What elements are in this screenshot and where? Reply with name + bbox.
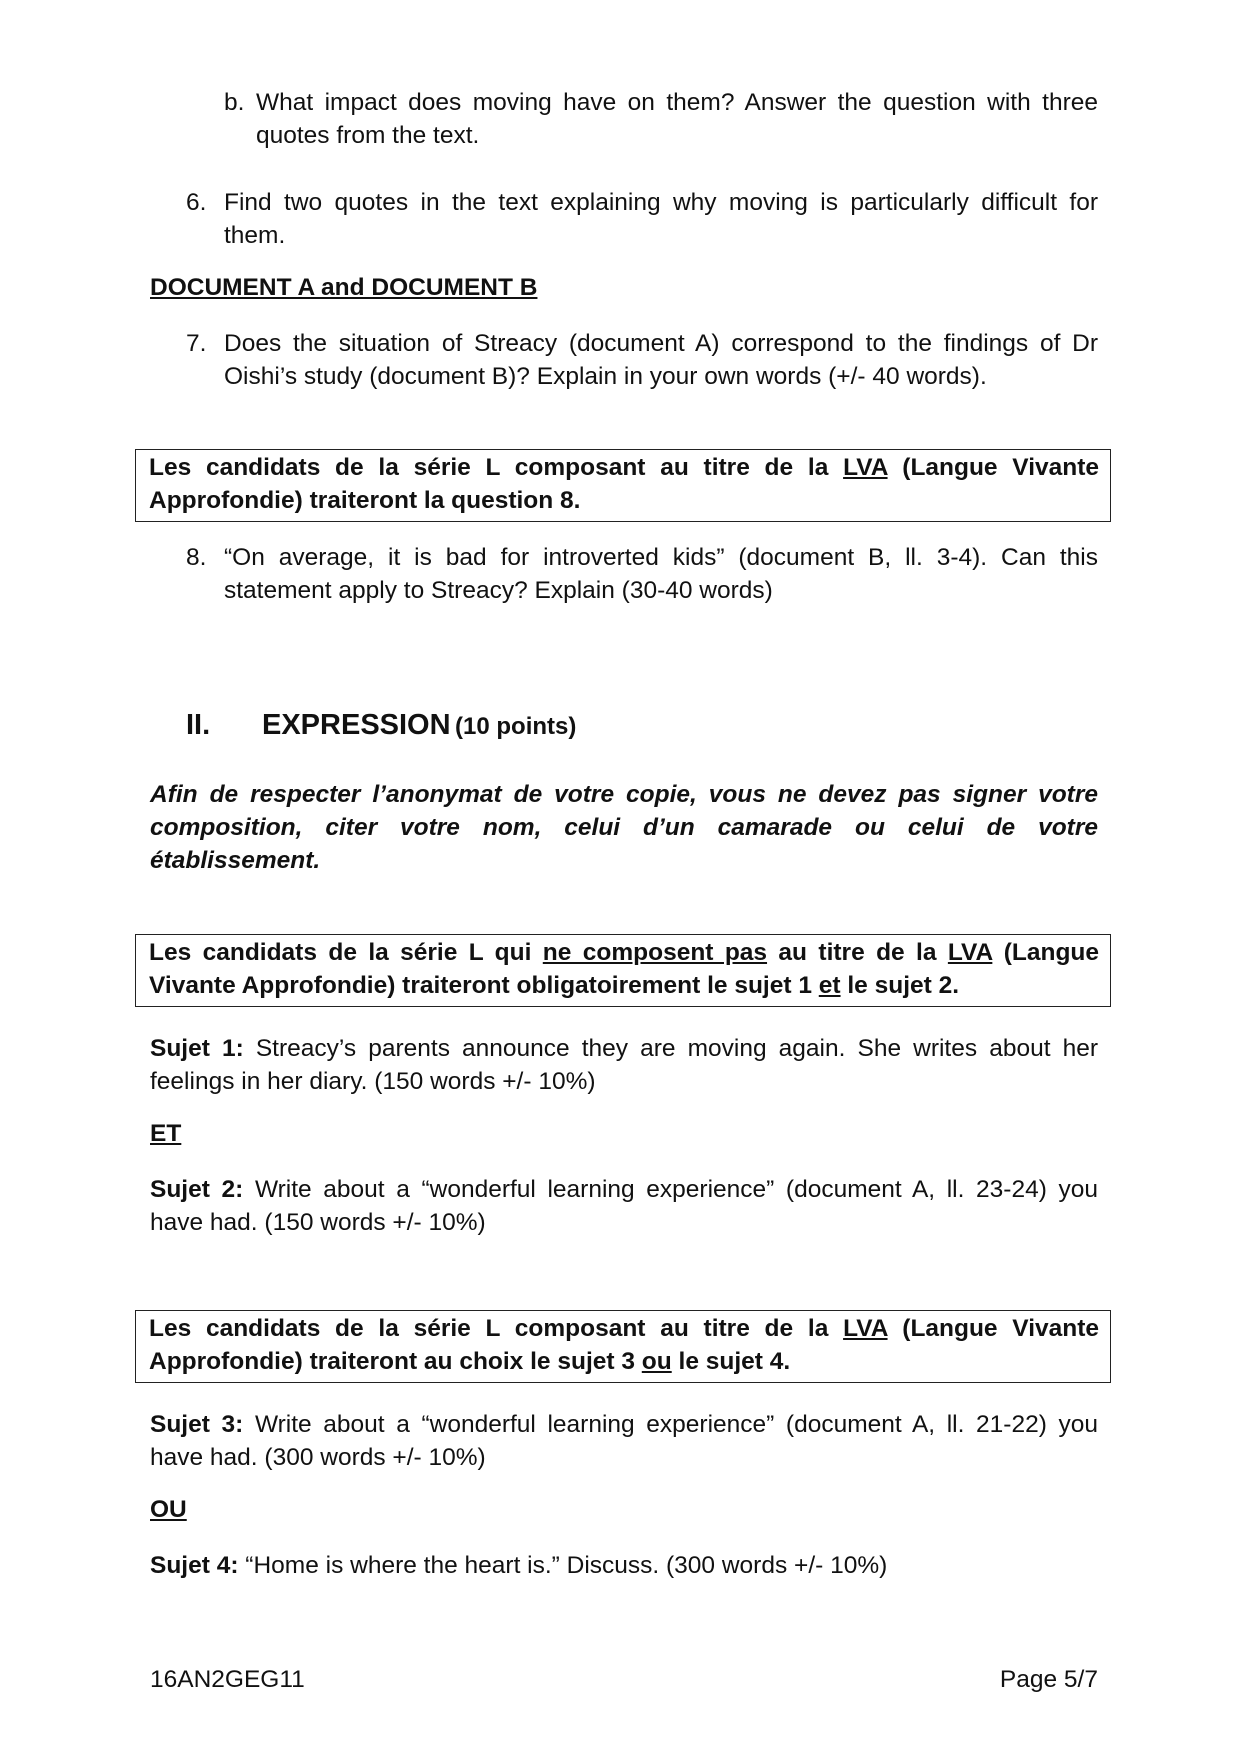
sujet-3-text: Write about a “wonderful learning experience” (document A, ll. 21-22) you have had. (300 words +/- 10%) bbox=[150, 1411, 1098, 1471]
sujet-1 bbox=[150, 1032, 1098, 1098]
sujet-2-text: Write about a “wonderful learning experience” (document A, ll. 23-24) you have had. (150 words +/- 10%) bbox=[150, 1176, 1098, 1236]
box2-ne-composent-pas: ne composent pas bbox=[542, 939, 768, 966]
et-label: ET bbox=[150, 1120, 182, 1147]
doc-ab-heading: DOCUMENT A and DOCUMENT B bbox=[150, 274, 538, 301]
section-2-number: II. bbox=[186, 709, 211, 741]
box1-lva: LVA bbox=[843, 454, 888, 481]
sujet-4-label: Sujet 4: bbox=[150, 1552, 239, 1579]
sujet-1-label: Sujet 1: bbox=[150, 1035, 244, 1062]
box3-text-part3: le sujet 4. bbox=[671, 1348, 791, 1375]
section-2-heading bbox=[262, 709, 576, 742]
lva-instruction-box-1 bbox=[135, 449, 1111, 522]
box3-lva: LVA bbox=[843, 1315, 888, 1342]
question-6-text: Find two quotes in the text explaining why moving is particularly difficult for them. bbox=[224, 189, 1098, 249]
sujet-3 bbox=[150, 1408, 1098, 1474]
box3-ou: ou bbox=[641, 1348, 672, 1375]
sujet-1-text: Streacy’s parents announce they are moving again. She writes about her feelings in her diary. (150 words +/- 10%) bbox=[150, 1035, 1098, 1095]
question-8-number: 8. bbox=[186, 544, 207, 571]
lva-instruction-box-3 bbox=[135, 1310, 1111, 1383]
box1-text-part1: Les candidats de la série L composant au titre de la bbox=[149, 454, 844, 481]
lva-instruction-box-2 bbox=[135, 934, 1111, 1007]
anonymity-note: Afin de respecter l’anonymat de votre copie, vous ne devez pas signer votre composition, citer votre nom, celui d’un camarade ou celui de votre établissement. bbox=[150, 781, 1098, 874]
sujet-2 bbox=[150, 1173, 1098, 1239]
box2-text-part1: Les candidats de la série L qui bbox=[149, 939, 543, 966]
question-5b-label: b. bbox=[224, 89, 245, 116]
question-5b-text: What impact does moving have on them? Answer the question with three quotes from the text. bbox=[256, 89, 1098, 149]
footer-exam-code: 16AN2GEG11 bbox=[150, 1666, 305, 1693]
box2-text-part4: le sujet 2. bbox=[840, 972, 960, 999]
box2-text-part2: au titre de la bbox=[767, 939, 948, 966]
box2-et: et bbox=[818, 972, 841, 999]
section-2-points: (10 points) bbox=[455, 713, 577, 740]
box3-text-part2: (Langue Vivante Approfondie) traiteront au choix le sujet 3 bbox=[149, 1315, 1100, 1375]
sujet-3-label: Sujet 3: bbox=[150, 1411, 244, 1438]
question-7-number: 7. bbox=[186, 330, 207, 357]
sujet-4-text: “Home is where the heart is.” Discuss. (300 words +/- 10%) bbox=[238, 1552, 888, 1579]
question-6-number: 6. bbox=[186, 189, 207, 216]
box1-text-part2: (Langue Vivante Approfondie) traiteront la question 8. bbox=[149, 454, 1100, 514]
section-2-title: EXPRESSION bbox=[262, 709, 451, 741]
box2-lva: LVA bbox=[947, 939, 993, 966]
box3-text-part1: Les candidats de la série L composant au titre de la bbox=[149, 1315, 844, 1342]
box2-text-part3: (Langue Vivante Approfondie) traiteront obligatoirement le sujet 1 bbox=[149, 939, 1100, 999]
footer-page-number: Page 5/7 bbox=[999, 1666, 1098, 1693]
question-8-text: “On average, it is bad for introverted kids” (document B, ll. 3-4). Can this statement apply to Streacy? Explain (30-40 words) bbox=[224, 544, 1098, 604]
question-7-text: Does the situation of Streacy (document A) correspond to the findings of Dr Oishi’s study (document B)? Explain in your own words (+/- 40 words). bbox=[224, 330, 1098, 390]
sujet-4 bbox=[150, 1549, 1098, 1582]
ou-label: OU bbox=[150, 1496, 187, 1523]
sujet-2-label: Sujet 2: bbox=[150, 1176, 244, 1203]
